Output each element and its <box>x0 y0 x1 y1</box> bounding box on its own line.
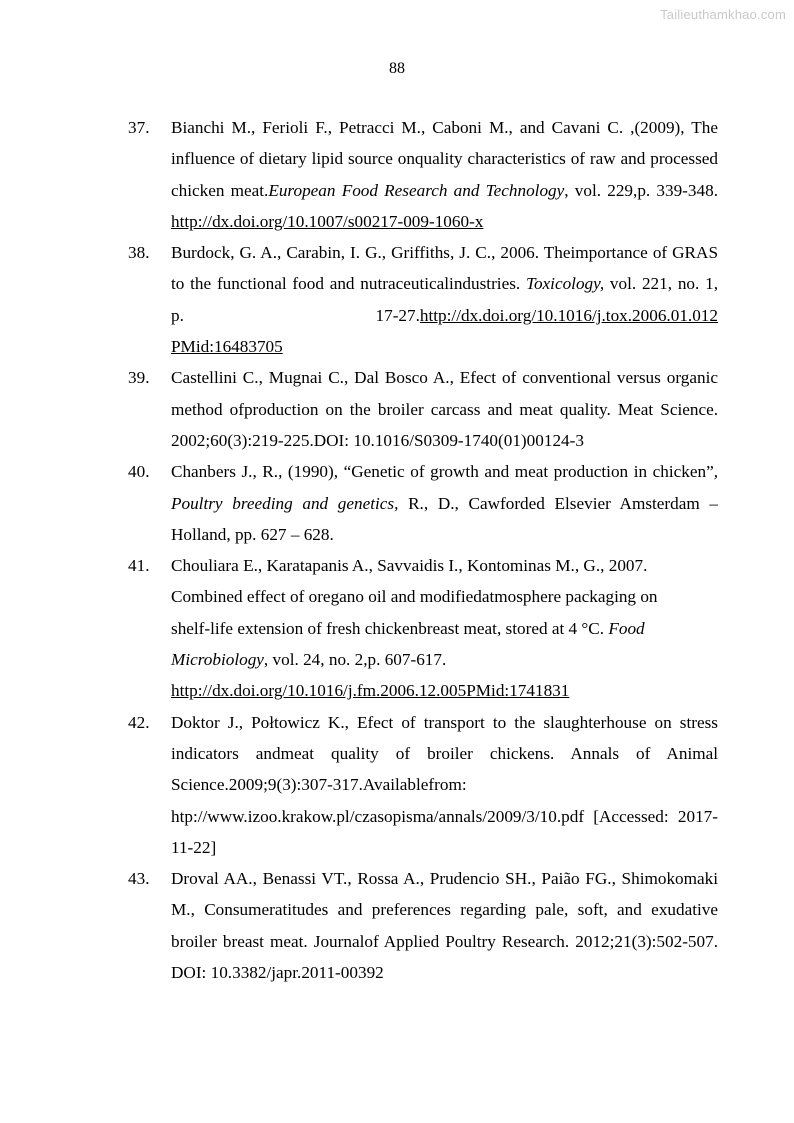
reference-number: 43. <box>128 869 150 889</box>
reference-list <box>128 112 718 988</box>
journal-title: Toxicology, <box>525 274 605 294</box>
reference-body: Chanbers J., R., (1990), “Genetic of growth and meat production in chicken” <box>171 462 714 482</box>
pmid-link[interactable]: PMid:16483705 <box>171 337 283 357</box>
reference-body: Bianchi M., Ferioli F., Petracci M., Caboni M., and Cavani C. ,(2009), The influence of dietary lipid source onquality characteristics of raw and processed chicken meat. <box>171 118 718 200</box>
reference-43 <box>128 863 718 988</box>
journal-title-cont: Microbiology <box>171 650 264 670</box>
reference-number: 40. <box>128 462 150 482</box>
reference-number: 37. <box>128 118 150 137</box>
reference-line: Chouliara E., Karatapanis A., Savvaidis I., Kontominas M., G., 2007. <box>171 556 648 576</box>
watermark: Tailieuthamkhao.com <box>660 7 786 22</box>
reference-number: 39. <box>128 368 150 388</box>
reference-41 <box>128 550 718 706</box>
reference-body: Burdock, G. A., Carabin, I. G., Griffiths, J. C., 2006. Theimportance of GRAS to the functional food and nutraceuticalindustries. <box>171 243 718 294</box>
reference-details: R., D., Cawforded Elsevier Amsterdam – Holland, pp. 627 – 628. <box>171 493 719 544</box>
book-title: , Poultry breeding and genetics, <box>171 462 718 513</box>
reference-line: Microbiology, vol. 24, no. 2,p. 607-617. <box>171 650 447 670</box>
journal-title: Food <box>608 618 645 638</box>
reference-details: vol. 221, no. 1, p. 17-27. <box>171 274 718 325</box>
reference-text <box>171 237 718 331</box>
reference-text: Droval AA., Benassi VT., Rossa A., Prudencio SH., Paião FG., Shimokomaki M., Consumeratitudes and preferences regarding pale, soft, and exudative broiler breast meat. Journalof Applied Poultry Research. 2012;21(3):502-507. DOI: 10.3382/japr.2011-00392 <box>171 869 718 983</box>
reference-text: Doktor J., Połtowicz K., Efect of transport to the slaughterhouse on stress indicators andmeat quality of broiler chickens. Annals of Animal Science.2009;9(3):307-317.Availablefrom: <box>171 712 718 795</box>
reference-details: , vol. 229,p. 339-348. <box>564 180 718 200</box>
reference-url: htp://www.izoo.krakow.pl/czasopisma/annals/2009/3/10.pdf [Accessed: 2017-11-22] <box>171 806 718 857</box>
reference-line: shelf-life extension of fresh chickenbreast meat, stored at 4 °C. Food <box>171 618 645 638</box>
journal-title: European Food Research and Technology <box>268 180 565 200</box>
reference-42 <box>128 707 718 863</box>
reference-39 <box>128 362 718 456</box>
reference-text <box>171 456 718 550</box>
reference-number: 38. <box>128 243 150 263</box>
reference-line: Combined effect of oregano oil and modifiedatmosphere packaging on <box>171 587 658 607</box>
doi-link[interactable]: http://dx.doi.org/10.1007/s00217-009-1060-x <box>171 211 484 231</box>
doi-link[interactable]: http://dx.doi.org/10.1016/j.fm.2006.12.005PMid:1741831 <box>171 681 570 701</box>
reference-40 <box>128 456 718 550</box>
reference-37 <box>128 112 718 237</box>
reference-number: 41. <box>128 556 150 576</box>
page-number: 88 <box>389 60 405 77</box>
reference-text <box>171 112 718 237</box>
reference-38 <box>128 237 718 362</box>
reference-number: 42. <box>128 712 150 732</box>
doi-link[interactable]: http://dx.doi.org/10.1016/j.tox.2006.01.012 <box>419 305 718 325</box>
reference-text: Castellini C., Mugnai C., Dal Bosco A., Efect of conventional versus organic method ofproduction on the broiler carcass and meat quality. Meat Science. 2002;60(3):219-225.DOI: 10.1016/S0309-1740(01)00124-3 <box>171 368 718 450</box>
